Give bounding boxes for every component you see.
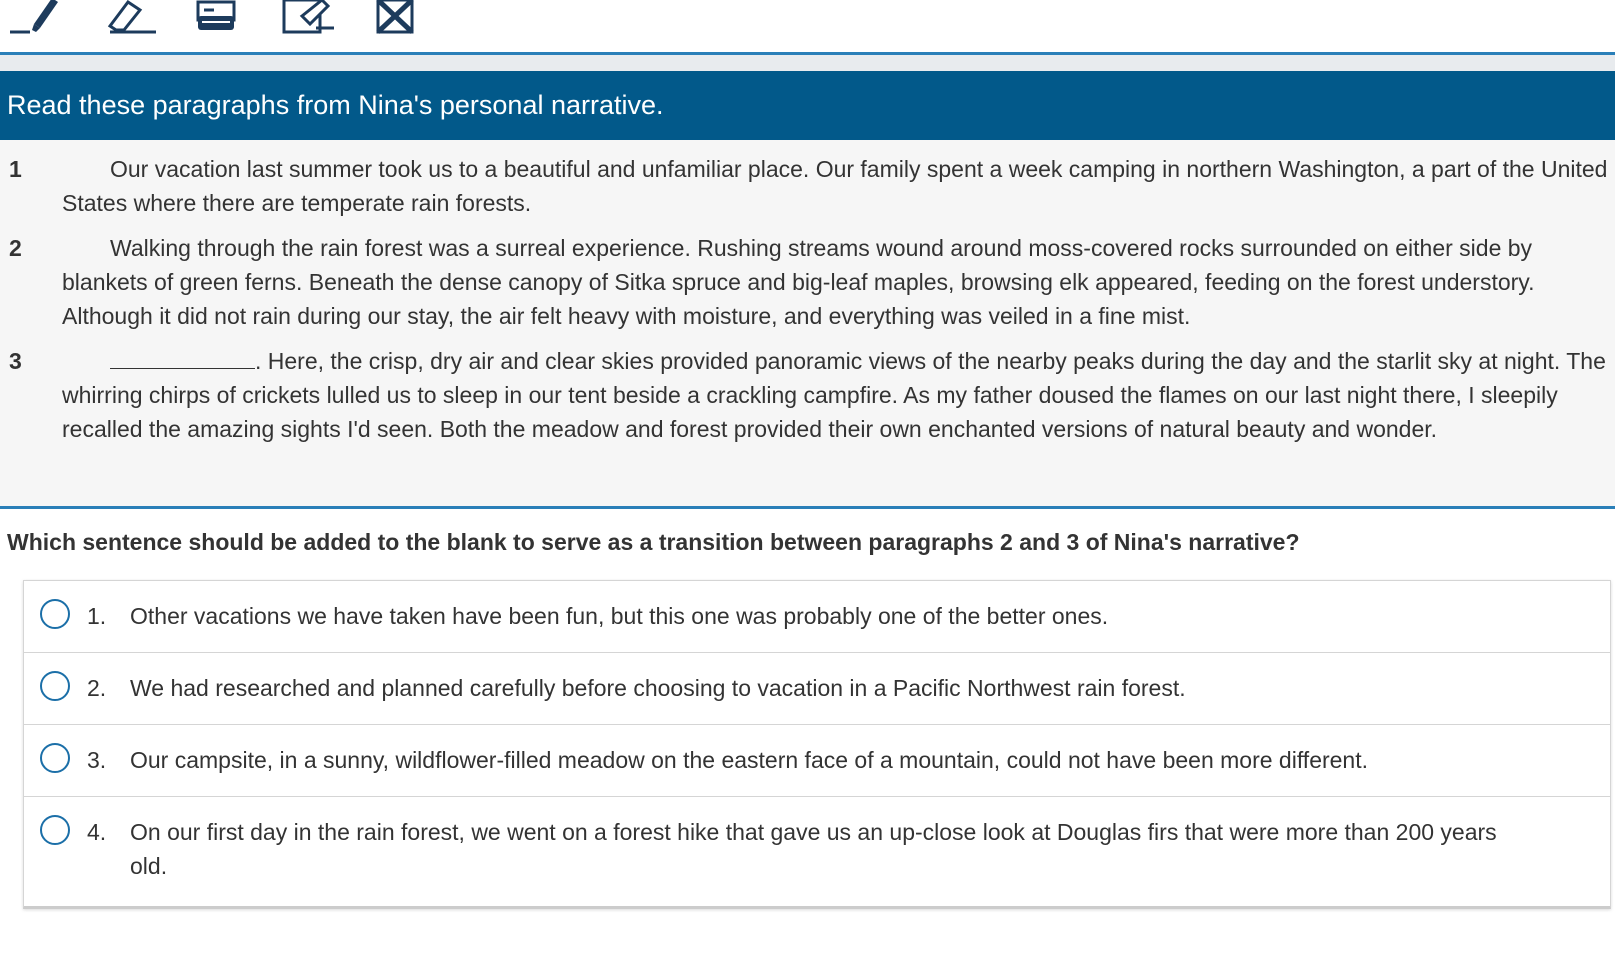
choice-text: Our campsite, in a sunny, wildflower-filled meadow on the eastern face of a mountain, could not have been more different.	[130, 747, 1369, 773]
answer-choice-1[interactable]	[24, 581, 1610, 653]
passage-panel	[0, 140, 1615, 509]
paragraph-number: 3	[9, 348, 22, 374]
answer-eliminator-icon	[370, 0, 426, 36]
choice-text: On our first day in the rain forest, we went on a forest hike that gave us an up-close look at Douglas firs that were more than 200 years old.	[130, 819, 1497, 879]
answer-choice-2[interactable]	[24, 653, 1610, 725]
paragraph-text: Walking through the rain forest was a surreal experience. Rushing streams wound around moss-covered rocks surrounded on either side by blankets of green ferns. Beneath the dense canopy of Sitka spruce and big-leaf maples, browsing elk appeared, feeding on the forest understory. Although it did not rain during our stay, the air felt heavy with moisture, and everything was veiled in a fine mist.	[62, 235, 1535, 329]
answer-choices	[23, 580, 1611, 909]
notepad-icon	[280, 0, 336, 36]
paragraph-3-text: . Here, the crisp, dry air and clear skies provided panoramic views of the nearby peaks during the day and the starlit sky at night. The whirring chirps of crickets lulled us to sleep in our tent beside a crackling campfire. As my father doused the flames on our last night there, I sleepily recalled the amazing sights I'd seen. Both the meadow and forest provided their own enchanted versions of natural beauty and wonder.	[62, 348, 1606, 442]
transition-blank	[110, 346, 255, 369]
paragraph-number: 2	[9, 235, 22, 261]
answer-choice-3[interactable]	[24, 725, 1610, 797]
question-prompt: Which sentence should be added to the blank to serve as a transition between paragraphs 2 and 3 of Nina's narrative?	[7, 529, 1300, 555]
radio-button[interactable]	[40, 599, 70, 629]
choice-number: 2.	[87, 675, 107, 701]
choice-number: 3.	[87, 747, 107, 773]
choice-text: We had researched and planned carefully before choosing to vacation in a Pacific Northwest rain forest.	[130, 675, 1186, 701]
radio-button[interactable]	[40, 743, 70, 773]
choice-text: Other vacations we have taken have been fun, but this one was probably one of the better ones.	[130, 603, 1109, 629]
passage-instruction: Read these paragraphs from Nina's personal narrative.	[0, 71, 1615, 140]
eraser-icon	[102, 0, 158, 36]
print-tool[interactable]	[188, 0, 244, 36]
paragraph-2	[0, 231, 1615, 333]
highlighter-tool[interactable]	[8, 0, 64, 36]
notepad-tool[interactable]	[280, 0, 336, 36]
choice-number: 1.	[87, 603, 107, 629]
tool-bar	[0, 0, 1615, 55]
highlighter-icon	[8, 0, 64, 36]
radio-button[interactable]	[40, 815, 70, 845]
answer-eliminator-tool[interactable]	[370, 0, 426, 36]
paragraph-text	[62, 344, 1615, 446]
paragraph-1	[0, 152, 1615, 220]
choice-number: 4.	[87, 819, 107, 845]
print-icon	[188, 0, 244, 36]
eraser-tool[interactable]	[102, 0, 158, 36]
paragraph-number: 1	[9, 156, 22, 182]
paragraph-3	[0, 344, 1615, 446]
paragraph-text: Our vacation last summer took us to a beautiful and unfamiliar place. Our family spent a week camping in northern Washington, a part of the United States where there are temperate rain forests.	[62, 156, 1608, 216]
radio-button[interactable]	[40, 671, 70, 701]
toolbar-divider	[0, 55, 1615, 71]
answer-choice-4[interactable]	[24, 797, 1610, 906]
